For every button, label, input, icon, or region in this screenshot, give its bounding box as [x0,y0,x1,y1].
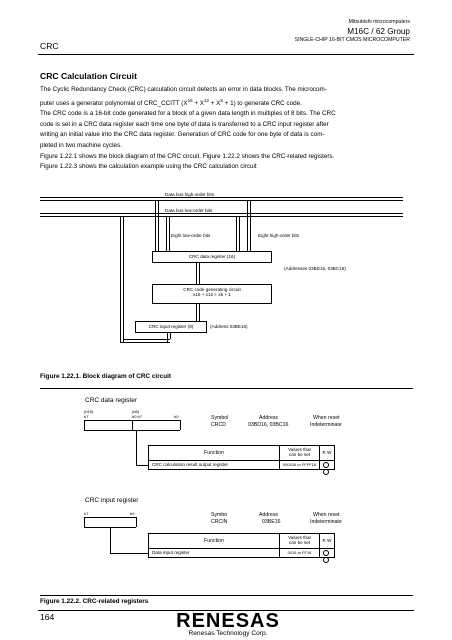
crc-data-register-label: CRC data register (16) [188,254,236,259]
crcin-function-header: Function [148,533,280,549]
bus-low-label: Data bus low-order bits [165,208,213,213]
crc-generator-poly: x16 + x12 + x5 + 1 [193,292,231,297]
crcin-reset-h: When reset [313,512,340,518]
header-company: Mitsubishi microcomputers [348,19,410,25]
header-section: CRC [40,41,59,51]
crc-input-address: (Address 03BE16) [210,324,248,329]
crcd-symbol-h: Symbol [211,415,229,421]
section-title: CRC Calculation Circuit [40,71,137,81]
crcin-address-h: Address [259,512,279,518]
eight-high-label: Eight high-order bits [258,233,300,238]
renesas-logo: RENESAS Renesas Technology Corp. [173,611,283,637]
crcin-bit-right: b0 [130,511,135,516]
crcd-bit-mid-top: (b8) [132,409,140,414]
crcd-symbol: CRCD [211,422,226,428]
crcin-symbol-h: Symbo [211,512,228,518]
crcd-bit-left-top: (b15) [84,409,94,414]
write-circle-icon [323,469,329,475]
crcin-row-values: 0016 to FF16 [279,548,320,558]
body-text [40,85,410,173]
crcd-row-rw [319,460,335,470]
crcin-symbol: CRCIN [211,519,228,525]
eight-low-label: Eight low-order bits [171,233,211,238]
crcin-rw-header: R W [319,533,335,549]
read-circle-icon [323,462,329,468]
crcd-row-function: CRC calculation result output register [148,460,280,470]
para-line: The Cyclic Redundancy Check (CRC) calculation circuit detects an error in data blocks. The microcom- [40,86,327,93]
crcin-row-rw [319,548,335,558]
figure-1-caption: Figure 1.22.1. Block diagram of CRC circuit [40,373,172,380]
para-line: writing an initial value into the CRC data register. Generation of CRC code for one byte of data is com- [40,131,325,139]
header-group: M16C / 62 Group [347,27,410,36]
para-line: pleted in two machine cycles. [40,142,122,150]
header-subtitle: SINGLE-CHIP 16-BIT CMOS MICROCOMPUTER [294,37,410,43]
crcd-row-values: 000016 to FFFF16 [279,460,320,470]
crcin-bit-left: b7 [84,511,89,516]
crcd-address: 03BD16, 03BC16 [248,422,289,428]
para-line: Figure 1.22.1 shows the block diagram of the CRC circuit. Figure 1.22.2 shows the CRC-related registers. [40,152,335,160]
crc-data-address: (Addresses 03BD16, 03BC16) [284,266,346,271]
crcd-bit-right: b0 [174,414,179,419]
figure-2-caption: Figure 1.22.2. CRC-related registers [40,598,149,605]
crcd-address-h: Address [259,415,279,421]
crc-input-register-box [135,321,207,333]
crcin-row-function: Data input register [148,548,280,558]
crcd-values-header: Values that can be set [279,445,320,461]
crcd-title: CRC data register [85,397,138,404]
crcin-reset: Indeterminate [310,519,342,525]
page-number: 164 [40,612,55,622]
crc-generator-label: CRC code generating circuit [183,287,241,292]
crcin-title: CRC input register [85,497,139,504]
crcd-function-header: Function [148,445,280,461]
para-line: code is set in a CRC data register each time one byte of data is transferred to a CRC input register after [40,120,329,128]
crc-generator-box [152,284,272,304]
crcd-bit-mid-bot: b0 b7 [132,414,143,419]
header-rule [38,54,414,55]
crcin-address: 03BE16 [262,519,281,525]
para-line: puter uses a generator polynomial of CRC_CCITT $(X^{16} + X^{12} + X^5 + 1)$ to generate CRC code. [40,97,302,107]
logo-subtitle: Renesas Technology Corp. [188,630,268,637]
para-line: The CRC code is a 16-bit code generated for a block of a given data length in multiples of 8 bits. The CRC [40,110,336,118]
crcd-bit-left-bot: b7 [84,414,89,419]
para-line: Figure 1.22.3 shows the calculation example using the CRC calculation circuit [40,163,257,171]
crcin-values-header: Values that can be set [279,533,320,549]
write-circle-icon [323,557,329,563]
crcd-reset: Indeterminate [310,422,342,428]
crc-data-register-box [152,251,272,263]
crcd-reset-h: When reset [313,415,340,421]
bus-high-label: Data bus high-order bits [165,192,215,197]
crc-input-register-label: CRC input register (8) [148,324,194,329]
read-circle-icon [323,550,329,556]
crcd-rw-header: R W [319,445,335,461]
